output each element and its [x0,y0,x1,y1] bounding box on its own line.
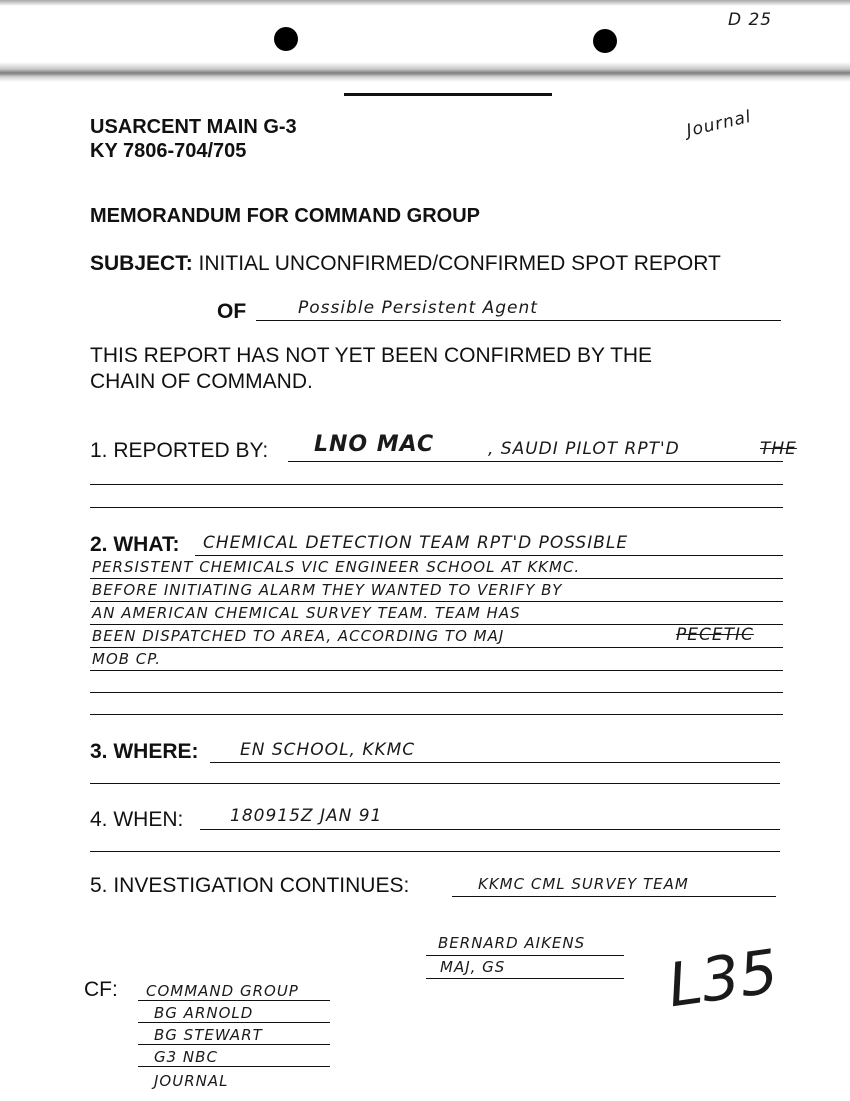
scan-edge-top [0,0,850,6]
punch-hole-right [593,29,617,53]
cf-recipient-5: JOURNAL [154,1072,229,1090]
org-name: USARCENT MAIN G-3 [90,116,297,138]
org-phone: KY 7806-704/705 [90,140,247,162]
signature-rank: MAJ, GS [440,958,506,976]
what-text-line-4: AN AMERICAN CHEMICAL SURVEY TEAM. TEAM HAS [92,604,521,622]
signature-line-2 [426,978,624,979]
scan-fold-band [0,62,850,82]
cf-recipient-3: BG STEWART [154,1026,263,1044]
cf-line-2 [138,1022,330,1023]
where-label: 3. WHERE: [90,740,199,763]
what-text-line-3: BEFORE INITIATING ALARM THEY WANTED TO VERIFY BY [92,581,563,599]
what-line-5 [90,647,783,648]
reported-by-label: 1. REPORTED BY: [90,439,269,462]
header-bar [344,93,552,96]
cf-line-3 [138,1044,330,1045]
what-text-line-6: MOB CP. [92,650,162,668]
reported-by-value: , SAUDI PILOT RPT'D [488,439,680,459]
when-line-1 [200,829,780,830]
what-line-6 [90,670,783,671]
when-line-2 [90,851,780,852]
of-underline [256,320,781,321]
journal-note: Journal [684,106,754,142]
where-line-2 [90,783,780,784]
subject-label: SUBJECT: [90,252,193,275]
what-text-line-1: CHEMICAL DETECTION TEAM RPT'D POSSIBLE [203,533,629,553]
reported-by-line-2 [90,484,783,485]
reported-by-value-bold: LNO MAC [314,432,435,457]
cf-label: CF: [84,978,118,1001]
what-line-7 [90,692,783,693]
what-line-8 [90,714,783,715]
what-text-line-2: PERSISTENT CHEMICALS VIC ENGINEER SCHOOL AT KKMC. [92,558,581,576]
where-line-1 [210,762,780,763]
notice-line-2: CHAIN OF COMMAND. [90,370,313,393]
punch-hole-left [274,27,298,51]
subject-text: INITIAL UNCONFIRMED/CONFIRMED SPOT REPORT [198,252,721,275]
investigation-value: KKMC CML SURVEY TEAM [478,875,689,893]
memo-title: MEMORANDUM FOR COMMAND GROUP [90,205,480,227]
investigation-label: 5. INVESTIGATION CONTINUES: [90,874,410,897]
investigation-line [452,896,776,897]
cf-recipient-4: G3 NBC [154,1048,218,1066]
cf-line-1 [138,1000,330,1001]
what-text-line-5: BEEN DISPATCHED TO AREA, ACCORDING TO MAJ [92,627,505,645]
when-value: 180915Z JAN 91 [230,806,383,826]
cf-recipient-2: BG ARNOLD [154,1004,254,1022]
where-value: EN SCHOOL, KKMC [240,740,416,760]
what-line-1 [195,555,783,556]
what-line-3 [90,601,783,602]
what-label: 2. WHAT: [90,533,180,556]
reported-by-struck: THE [760,439,797,459]
reported-by-line-1 [288,461,783,462]
when-label: 4. WHEN: [90,808,184,831]
what-line-2 [90,578,783,579]
log-number: L35 [663,936,783,1022]
of-value: Possible Persistent Agent [298,298,538,318]
what-struck: PECETIC [676,625,754,645]
page-number: D 25 [728,10,773,30]
of-label: OF [217,300,247,323]
notice-line-1: THIS REPORT HAS NOT YET BEEN CONFIRMED BY THE [90,344,653,367]
signature-line-1 [426,955,624,956]
reported-by-line-3 [90,507,783,508]
cf-recipient-1: COMMAND GROUP [146,982,299,1000]
signature-name: BERNARD AIKENS [438,934,586,952]
cf-line-4 [138,1066,330,1067]
subject-line [90,252,721,276]
